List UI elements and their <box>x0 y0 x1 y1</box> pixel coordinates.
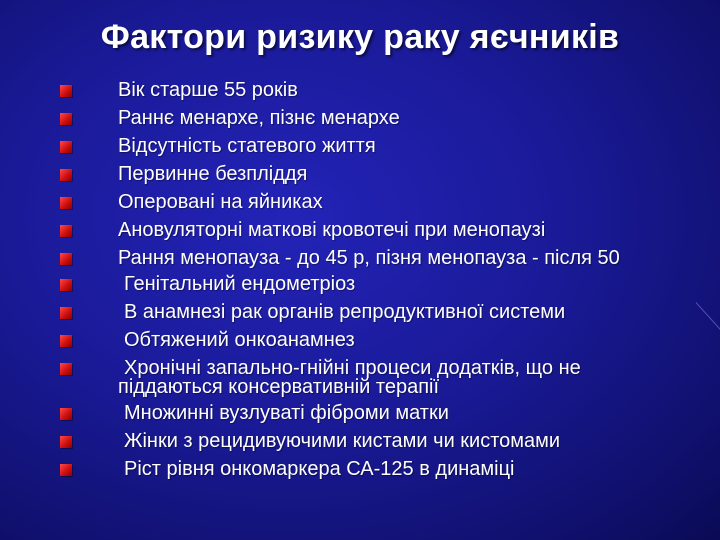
list-item <box>0 193 720 212</box>
list-item <box>0 109 720 128</box>
square-bullet-icon <box>60 464 72 476</box>
list-item-text: Первинне безпліддя <box>118 163 308 185</box>
list-item-text: Оперовані на яйниках <box>118 191 323 213</box>
list-item <box>0 275 720 294</box>
square-bullet-icon <box>60 335 72 347</box>
list-item-text: Рання менопауза - до 45 р, пізня менопауза - після 50 <box>118 247 620 269</box>
square-bullet-icon <box>60 169 72 181</box>
list-item <box>0 303 720 322</box>
list-item-text: В анамнезі рак органів репродуктивної системи <box>124 301 566 323</box>
list-item-text: Відсутність статевого життя <box>118 135 376 157</box>
square-bullet-icon <box>60 141 72 153</box>
list-item-text: Обтяжений онкоанамнез <box>124 329 355 351</box>
risk-factor-list <box>0 81 720 488</box>
list-item-text: Ріст рівня онкомаркера СА-125 в динаміці <box>124 458 515 480</box>
square-bullet-icon <box>60 85 72 97</box>
square-bullet-icon <box>60 225 72 237</box>
list-item <box>0 432 720 451</box>
list-item-text: Вік старше 55 років <box>118 79 298 101</box>
list-item-text: Жінки з рецидивуючими кистами чи кистомами <box>124 430 561 452</box>
list-item <box>0 359 720 397</box>
square-bullet-icon <box>60 113 72 125</box>
list-item <box>0 460 720 479</box>
slide-title: Фактори ризику раку яєчників <box>100 18 620 56</box>
list-item <box>0 165 720 184</box>
square-bullet-icon <box>60 436 72 448</box>
list-item-text: Множинні вузлуваті фіброми матки <box>124 402 449 424</box>
list-item-text: Ановуляторні маткові кровотечі при менопаузі <box>118 219 546 241</box>
square-bullet-icon <box>60 279 72 291</box>
square-bullet-icon <box>60 197 72 209</box>
list-item <box>0 221 720 240</box>
square-bullet-icon <box>60 253 72 265</box>
list-item-text: Хронічні запально-гнійні процеси додатків, що не піддаються консервативній терапії <box>118 357 581 398</box>
list-item-text: Генітальний ендометріоз <box>124 273 356 295</box>
list-item-text: Раннє менархе, пізнє менархе <box>118 107 400 129</box>
square-bullet-icon <box>60 408 72 420</box>
square-bullet-icon <box>60 363 72 375</box>
list-item <box>0 404 720 423</box>
square-bullet-icon <box>60 307 72 319</box>
list-item <box>0 81 720 100</box>
list-item <box>0 249 720 268</box>
list-item <box>0 137 720 156</box>
list-item <box>0 331 720 350</box>
